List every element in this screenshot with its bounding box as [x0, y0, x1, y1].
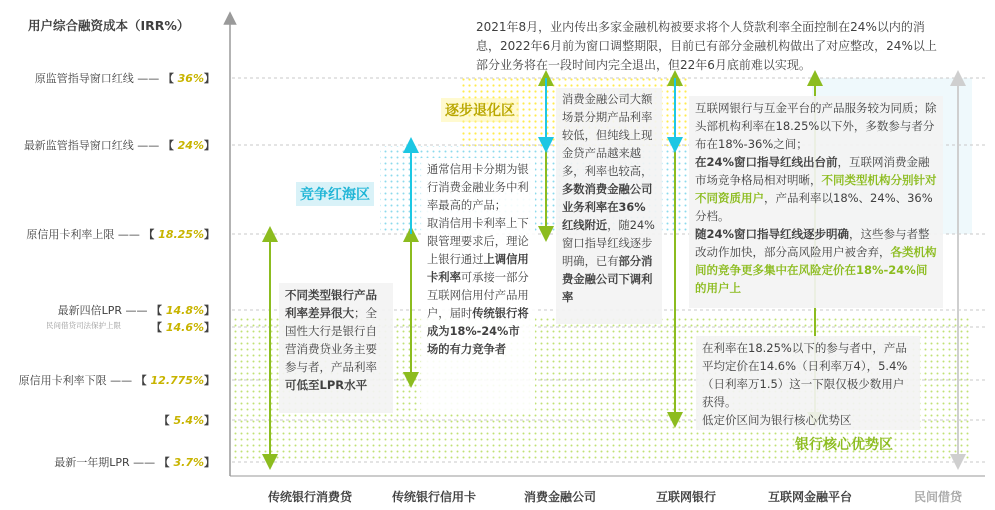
consumer-finance-text1: 消费金融公司大额场景分期产品利率较低，但纯线上现金贷产品越来越多，利率也较高， [562, 93, 653, 178]
bracket-close: 】 [204, 304, 215, 317]
credit-card-bold2: 传统银行将成为18%-24%市场的有力竞争者 [427, 307, 529, 356]
y-level-label-3 [0, 302, 215, 318]
top-note: 2021年8月，业内传出多家金融机构被要求将个人贷款利率全面控制在24%以内的消息，2022年6月前为窗口调整期限，目前已有部分金融机构做出了对应整改，24%以上部分业务将在一段时间内完全退出，但22年6月底前难以实现。 [476, 20, 937, 72]
bracket-open: 【 [162, 72, 178, 85]
internet-p3-bold1: 随24%窗口指导红线逐步明确 [695, 227, 850, 241]
y-level-label-6 [0, 412, 215, 428]
consumer-finance-bold2: 部分消费金融公司下调利率 [562, 255, 653, 304]
y-level-value: 14.6% [165, 321, 204, 334]
bracket-open: 【 [158, 456, 174, 469]
category-label-5: 民间借贷 [913, 490, 963, 504]
internet-p1: 互联网银行与互金平台的产品服务较为同质；除头部机构利率在18.25%以下外，多数参与者分布在18%-36%之间； [695, 101, 937, 151]
bracket-close: 】 [204, 72, 215, 85]
bracket-close: 】 [204, 456, 215, 469]
annotation-consumer-loan [279, 283, 393, 413]
y-level-label-5 [0, 372, 215, 388]
category-label-1: 传统银行信用卡 [391, 490, 477, 504]
y-level-name: 最新一年期LPR —— [54, 456, 159, 469]
low-rate-p1: 在利率在18.25%以下的参与者中，产品平均定价在14.6%（日利率万4），5.4%（日利率万1.5）这一下限仅极少数用户获得。 [702, 341, 908, 409]
bracket-open: 【 [162, 139, 178, 152]
internet-p3-text1: ，这些参与者整改动作加快，部分高风险用户被舍弃， [695, 227, 930, 259]
category-label-2: 消费金融公司 [523, 490, 597, 504]
consumer-loan-bold1: 不同类型银行产品利率差异很大 [285, 288, 377, 320]
internet-p2-green1: 不同类型机构分别针对不同资质用户 [695, 173, 937, 205]
y-level-name: 原监管指导窗口红线 —— [34, 72, 163, 85]
internet-p2-bold1: 在24%窗口指导红线出台前 [695, 155, 838, 169]
bracket-close: 】 [204, 321, 215, 334]
bracket-close: 】 [204, 414, 215, 427]
annotation-internet [689, 96, 943, 308]
y-level-label-0 [0, 70, 215, 86]
category-label-3: 互联网银行 [655, 490, 717, 504]
internet-p2-text2: ，产品利率以18%、24%、36%分档。 [695, 191, 933, 223]
category-label-0: 传统银行消费贷 [267, 490, 353, 504]
lpr-note: 民间借贷司法保护上限 [46, 321, 121, 330]
bracket-open: 【 [158, 414, 174, 427]
y-level-value: 36% [177, 72, 204, 85]
bracket-close: 】 [204, 139, 215, 152]
y-level-label-1 [0, 137, 215, 153]
bracket-open: 【 [143, 228, 159, 241]
internet-p2-text1: ，互联网消费金融市场竞争格局相对明晰， [695, 155, 930, 187]
y-level-value: 3.7% [173, 456, 204, 469]
consumer-finance-text2: ，随24%窗口指导红线逐步明确，已有 [562, 219, 655, 268]
y-level-label-7 [0, 454, 215, 470]
category-label-4: 互联网金融平台 [767, 490, 853, 504]
consumer-finance-bold1: 多数消费金融公司业务利率在36%红线附近 [562, 183, 653, 232]
y-level-value: 24% [177, 139, 204, 152]
bracket-open: 【 [150, 304, 166, 317]
bracket-open: 【 [150, 321, 166, 334]
annotation-low-rate [696, 336, 920, 430]
y-level-name: 原信用卡利率上限 —— [26, 228, 144, 241]
chart-title: 用户综合融资成本（IRR%） [28, 18, 190, 33]
annotation-credit-card [421, 158, 535, 414]
credit-card-bold1: 上调信用卡利率 [427, 253, 529, 284]
consumer-loan-bold2: 可低至LPR水平 [285, 378, 368, 392]
bracket-close: 】 [204, 228, 215, 241]
y-level-name: 原信用卡利率下限 —— [18, 374, 136, 387]
y-level-value: 14.8% [165, 304, 204, 317]
consumer-loan-text1: ；全国性大行是银行自营消费贷业务主要参与者，产品利率 [285, 306, 377, 374]
y-level-name: 最新监管指导窗口红线 —— [23, 139, 163, 152]
credit-card-text1: 通常信用卡分期为银行消费金融业务中利率最高的产品； [427, 163, 529, 212]
y-level-value: 5.4% [173, 414, 204, 427]
y-level-value: 18.25% [158, 228, 204, 241]
zone-label-bank-core: 银行核心优势区 [795, 437, 893, 453]
credit-card-text3: 可承接一部分互联网信用付产品用户，届时 [427, 271, 529, 320]
annotation-consumer-finance [556, 88, 662, 324]
y-level-value: 12.775% [150, 374, 204, 387]
zone-label-retreat: 逐步退化区 [441, 98, 519, 122]
y-level-name: 最新四倍LPR —— [57, 304, 151, 317]
bracket-open: 【 [135, 374, 151, 387]
zone-label-competition: 竞争红海区 [296, 182, 374, 206]
internet-p3-green1: 各类机构间的竞争更多集中在风险定价在18%-24%间的用户上 [695, 245, 937, 295]
y-level-label-2 [0, 226, 215, 242]
credit-card-text2: 取消信用卡利率上下限管理要求后，理论上银行通过 [427, 217, 529, 266]
low-rate-p2: 低定价区间为银行核心优势区 [702, 413, 852, 427]
bracket-close: 】 [204, 374, 215, 387]
